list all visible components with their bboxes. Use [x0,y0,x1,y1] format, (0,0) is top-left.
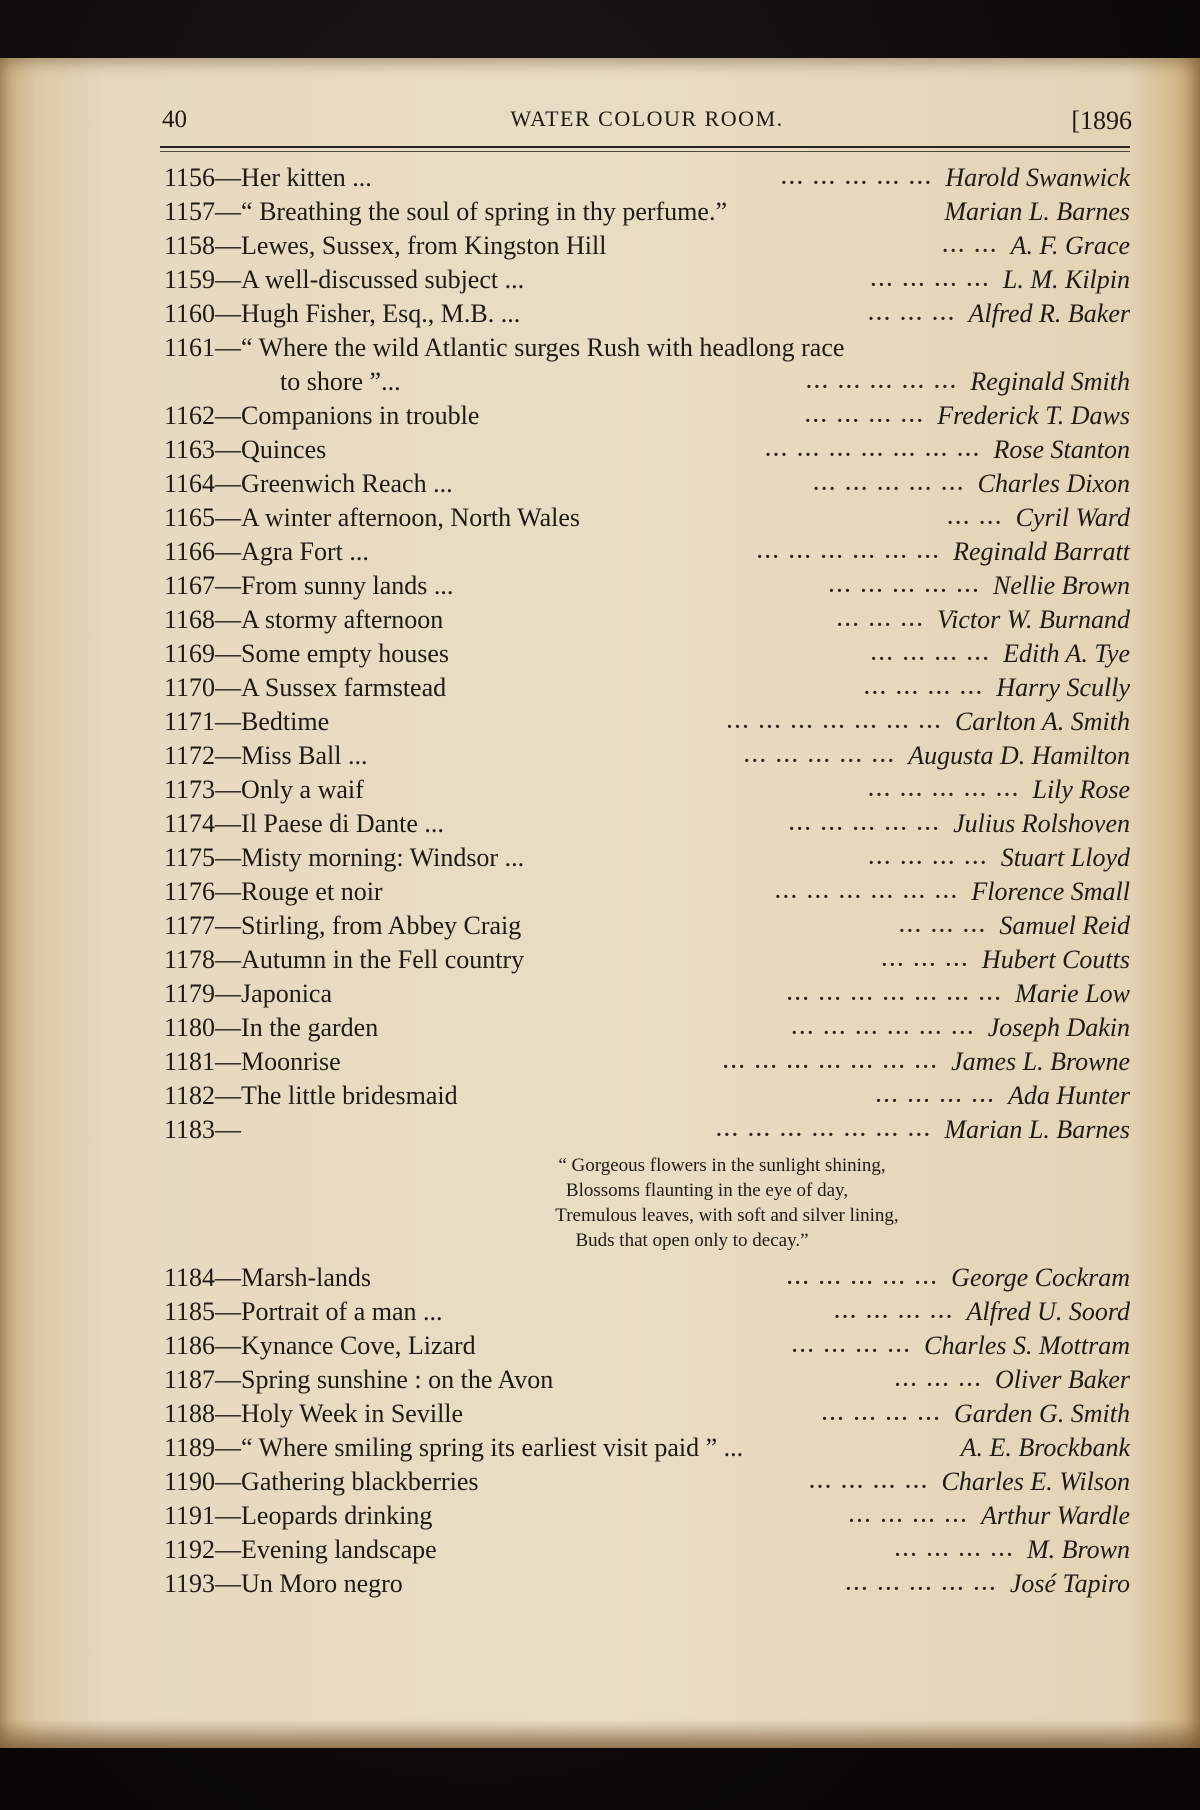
entry-dash: — [215,1433,242,1462]
catalogue-entry [164,1397,1130,1431]
verse-line: Tremulous leaves, with soft and silver lining, [555,1205,899,1226]
catalogue-entry [164,1431,1130,1465]
artist-name: M. Brown [1026,1535,1130,1564]
catalogue-entry [164,671,1130,705]
entry-dash: — [215,163,242,192]
entry-title: The little bridesmaid [241,1081,458,1110]
entry-title: Holy Week in Seville [241,1399,464,1428]
entry-dash: — [215,809,242,838]
header-rule-thin [160,151,1130,152]
entry-number: 1184 [164,1263,216,1292]
entry-number: 1166 [164,537,216,566]
entry-number: 1176 [164,877,216,906]
page-title: WATER COLOUR ROOM. [510,106,784,131]
entry-number: 1162 [164,401,216,430]
catalogue-entry [164,195,1130,229]
artist-name: Charles Dixon [977,469,1130,498]
leader-dots: ... ... ... ... ... [868,779,1021,801]
entry-dash: — [215,945,242,974]
leader-dots: ... ... [942,235,999,257]
artist-name: Charles E. Wilson [941,1467,1130,1496]
catalogue-entry [164,875,1130,909]
leader-dots: ... ... ... ... ... ... ... [723,1051,940,1073]
catalogue-entry [164,1045,1130,1079]
catalogue-entry [164,1113,1130,1147]
artist-name: Alfred U. Soord [966,1297,1130,1326]
artist-name: Joseph Dakin [987,1013,1130,1042]
entry-dash: — [215,979,242,1008]
leader-dots: ... ... ... ... [848,1505,969,1527]
leader-dots: ... ... ... ... [822,1403,943,1425]
entry-list-1 [164,161,1130,1147]
artist-name: A. E. Brockbank [960,1433,1130,1462]
leader-dots: ... ... ... ... [871,643,992,665]
leader-dots: ... ... ... ... ... [781,167,934,189]
artist-name: Edith A. Tye [1003,639,1130,668]
leader-dots: ... ... ... [837,609,926,631]
page-bottom-shadow [0,1720,1200,1748]
entry-number: 1192 [164,1535,216,1564]
catalogue-entry [164,365,1130,399]
artist-name: Augusta D. Hamilton [908,741,1130,770]
leader-dots: ... ... ... ... [868,847,989,869]
artist-name: Harold Swanwick [945,163,1130,192]
artist-name: Nellie Brown [993,571,1130,600]
paper-page [0,58,1200,1748]
leader-dots: ... ... ... ... [864,677,985,699]
entry-title: A Sussex farmstead [241,673,447,702]
entry-title: A stormy afternoon [241,605,444,634]
entry-number: 1172 [164,741,216,770]
catalogue-entry [164,501,1130,535]
catalogue-entry [164,943,1130,977]
entry-title: Rouge et noir [241,877,383,906]
artist-name: A. F. Grace [1010,231,1130,260]
leader-dots: ... ... ... ... ... ... [791,1017,976,1039]
entry-number: 1185 [164,1297,216,1326]
entry-number: 1156 [164,163,216,192]
leader-dots: ... ... ... ... [809,1471,930,1493]
entry-title: Marsh-lands [241,1263,372,1292]
entry-number: 1167 [164,571,216,600]
entry-dash: — [215,231,242,260]
entry-dash: — [215,1297,242,1326]
artist-name: Victor W. Burnand [937,605,1130,634]
entry-title: “ Where smiling spring its earliest visit paid ” ... [241,1433,744,1462]
header-year: [1896 [1071,106,1132,135]
entry-number: 1165 [164,503,216,532]
entry-dash: — [215,741,242,770]
entry-number: 1177 [164,911,216,940]
entry-dash: — [215,1569,242,1598]
artist-name: Samuel Reid [999,911,1130,940]
entry-title: Stirling, from Abbey Craig [241,911,522,940]
catalogue-entries [164,161,1130,1601]
entry-title: Companions in trouble [241,401,480,430]
entry-title: A winter afternoon, North Wales [241,503,580,532]
artist-name: James L. Browne [951,1047,1130,1076]
entry-number: 1188 [164,1399,216,1428]
entry-number: 1168 [164,605,216,634]
catalogue-entry [164,909,1130,943]
entry-number: 1158 [164,231,216,260]
entry-title: Only a waif [241,775,364,804]
leader-dots: ... ... ... ... ... [744,745,897,767]
entry-title: Hugh Fisher, Esq., M.B. ... [241,299,521,328]
leader-dots: ... ... ... ... [875,1085,996,1107]
entry-dash: — [215,1115,242,1144]
entry-title: Un Moro negro [241,1569,403,1598]
catalogue-entry [164,1363,1130,1397]
entry-number: 1171 [164,707,216,736]
entry-dash: — [215,1331,242,1360]
entry-number: 1170 [164,673,216,702]
leader-dots: ... ... ... ... [870,269,991,291]
catalogue-entry [164,297,1130,331]
page-number: 40 [162,106,187,133]
entry-dash: — [215,1263,242,1292]
entry-number: 1159 [164,265,216,294]
entry-number: 1161 [164,333,216,362]
artist-name: Rose Stanton [993,435,1130,464]
entry-number: 1178 [164,945,216,974]
catalogue-entry [164,1329,1130,1363]
catalogue-entry [164,1261,1130,1295]
leader-dots: ... ... ... [881,949,970,971]
entry-dash: — [215,333,242,362]
catalogue-entry [164,705,1130,739]
catalogue-entry [164,1533,1130,1567]
entry-dash: — [215,197,242,226]
leader-dots: ... ... ... ... ... [806,371,959,393]
entry-number: 1182 [164,1081,216,1110]
entry-dash: — [215,1365,242,1394]
artist-name: Marie Low [1015,979,1130,1008]
catalogue-entry [164,603,1130,637]
verse-line: Blossoms flaunting in the eye of day, [565,1180,849,1201]
entry-dash: — [215,571,242,600]
artist-name: Reginald Smith [970,367,1130,396]
leader-dots: ... ... ... [894,1369,983,1391]
entry-dash: — [215,537,242,566]
artist-name: Carlton A. Smith [954,707,1130,736]
entry-title: Her kitten ... [241,163,372,192]
entry-title: Portrait of a man ... [241,1297,443,1326]
verse-line: Buds that open only to decay.” [575,1230,809,1251]
catalogue-entry [164,807,1130,841]
entry-dash: — [215,775,242,804]
entry-title: Japonica [241,979,333,1008]
entry-title: “ Where the wild Atlantic surges Rush with headlong race [241,333,845,362]
entry-number: 1174 [164,809,216,838]
entry-title: Misty morning: Windsor ... [241,843,525,872]
catalogue-entry [164,841,1130,875]
leader-dots: ... ... [947,507,1004,529]
entry-title: Evening landscape [241,1535,437,1564]
entry-title: to shore ”... [280,367,401,396]
entry-number: 1191 [164,1501,216,1530]
artist-name: Cyril Ward [1015,503,1130,532]
entry-dash: — [215,877,242,906]
catalogue-entry [164,433,1130,467]
entry-title: Leopards drinking [241,1501,433,1530]
leader-dots: ... ... ... ... ... [787,1267,940,1289]
entry-dash: — [215,1399,242,1428]
entry-title: Il Paese di Dante ... [241,809,444,838]
entry-dash: — [215,639,242,668]
entry-dash: — [215,843,242,872]
artist-name: Hubert Coutts [981,945,1130,974]
entry-title: Kynance Cove, Lizard [241,1331,476,1360]
entry-dash: — [215,605,242,634]
entry-number: 1180 [164,1013,216,1042]
leader-dots: ... ... ... [899,915,988,937]
catalogue-entry [164,1011,1130,1045]
verse-line: “ Gorgeous flowers in the sunlight shining, [558,1155,886,1176]
artist-name: Alfred R. Baker [968,299,1130,328]
artist-name: Florence Small [971,877,1130,906]
artist-name: Arthur Wardle [980,1501,1130,1530]
entry-dash: — [215,1501,242,1530]
entry-title: A well-discussed subject ... [241,265,525,294]
entry-dash: — [215,1047,242,1076]
entry-dash: — [215,1013,242,1042]
artist-name: Ada Hunter [1007,1081,1130,1110]
leader-dots: ... ... ... ... ... ... ... [787,983,1004,1005]
artist-name: George Cockram [951,1263,1130,1292]
leader-dots: ... ... ... ... ... [789,813,942,835]
entry-title: Lewes, Sussex, from Kingston Hill [241,231,607,260]
entry-dash: — [215,1535,242,1564]
leader-dots: ... ... ... ... [805,405,926,427]
catalogue-entry [164,263,1130,297]
catalogue-entry [164,331,1130,365]
entry-dash: — [215,707,242,736]
entry-dash: — [215,503,242,532]
quoted-verse [164,1147,1130,1261]
entry-dash: — [215,299,242,328]
entry-number: 1193 [164,1569,216,1598]
entry-number: 1181 [164,1047,216,1076]
entry-title: Spring sunshine : on the Avon [241,1365,554,1394]
catalogue-entry [164,467,1130,501]
entry-title: Moonrise [241,1047,341,1076]
entry-title: Quinces [241,435,327,464]
entry-title: Bedtime [241,707,330,736]
artist-name: Garden G. Smith [954,1399,1130,1428]
entry-title: Gathering blackberries [241,1467,479,1496]
catalogue-entry [164,773,1130,807]
entry-title: In the garden [241,1013,379,1042]
leader-dots: ... ... ... ... [834,1301,955,1323]
entry-number: 1187 [164,1365,216,1394]
entry-title: Miss Ball ... [241,741,368,770]
catalogue-entry [164,229,1130,263]
header-rule [160,146,1130,148]
artist-name: L. M. Kilpin [1002,265,1130,294]
catalogue-entry [164,399,1130,433]
entry-dash: — [215,265,242,294]
leader-dots: ... ... ... ... ... [813,473,966,495]
artist-name: Reginald Barratt [953,537,1130,566]
entry-title: Greenwich Reach ... [241,469,453,498]
artist-name: Stuart Lloyd [1000,843,1130,872]
artist-name: Marian L. Barnes [944,197,1130,226]
artist-name: Marian L. Barnes [944,1115,1130,1144]
entry-title: Some empty houses [241,639,450,668]
artist-name: José Tapiro [1009,1569,1130,1598]
entry-list-2 [164,1261,1130,1601]
leader-dots: ... ... ... ... ... ... ... [726,711,943,733]
entry-dash: — [215,911,242,940]
entry-number: 1163 [164,435,216,464]
entry-dash: — [215,469,242,498]
leader-dots: ... ... ... ... ... ... [757,541,942,563]
entry-dash: — [215,1467,242,1496]
leader-dots: ... ... ... [868,303,957,325]
entry-number: 1183 [164,1115,216,1144]
artist-name: Frederick T. Daws [937,401,1130,430]
entry-number: 1164 [164,469,216,498]
catalogue-entry [164,535,1130,569]
entry-number: 1179 [164,979,216,1008]
entry-number: 1173 [164,775,216,804]
entry-dash: — [215,1081,242,1110]
artist-name: Oliver Baker [994,1365,1130,1394]
entry-title: Agra Fort ... [241,537,369,566]
leader-dots: ... ... ... ... ... [845,1573,998,1595]
entry-number: 1189 [164,1433,216,1462]
leader-dots: ... ... ... ... [792,1335,913,1357]
artist-name: Charles S. Mottram [924,1331,1130,1360]
artist-name: Julius Rolshoven [953,809,1130,838]
catalogue-entry [164,1079,1130,1113]
entry-number: 1157 [164,197,216,226]
catalogue-entry [164,161,1130,195]
running-header [162,106,1132,146]
catalogue-entry [164,739,1130,773]
entry-dash: — [215,673,242,702]
entry-number: 1175 [164,843,216,872]
catalogue-entry [164,569,1130,603]
catalogue-entry [164,1567,1130,1601]
leader-dots: ... ... ... ... ... ... ... [765,439,982,461]
entry-title: From sunny lands ... [241,571,454,600]
entry-dash: — [215,435,242,464]
leader-dots: ... ... ... ... ... ... ... [716,1119,933,1141]
catalogue-entry [164,1295,1130,1329]
entry-number: 1190 [164,1467,216,1496]
entry-title: Autumn in the Fell country [241,945,525,974]
entry-number: 1160 [164,299,216,328]
catalogue-entry [164,1499,1130,1533]
entry-number: 1186 [164,1331,216,1360]
catalogue-entry [164,637,1130,671]
entry-number: 1169 [164,639,216,668]
catalogue-entry [164,1465,1130,1499]
leader-dots: ... ... ... ... ... ... [775,881,960,903]
artist-name: Lily Rose [1032,775,1130,804]
entry-title: “ Breathing the soul of spring in thy perfume.” [241,197,727,226]
entry-dash: — [215,401,242,430]
artist-name: Harry Scully [996,673,1130,702]
leader-dots: ... ... ... ... ... [829,575,982,597]
leader-dots: ... ... ... ... [894,1539,1015,1561]
catalogue-entry [164,977,1130,1011]
